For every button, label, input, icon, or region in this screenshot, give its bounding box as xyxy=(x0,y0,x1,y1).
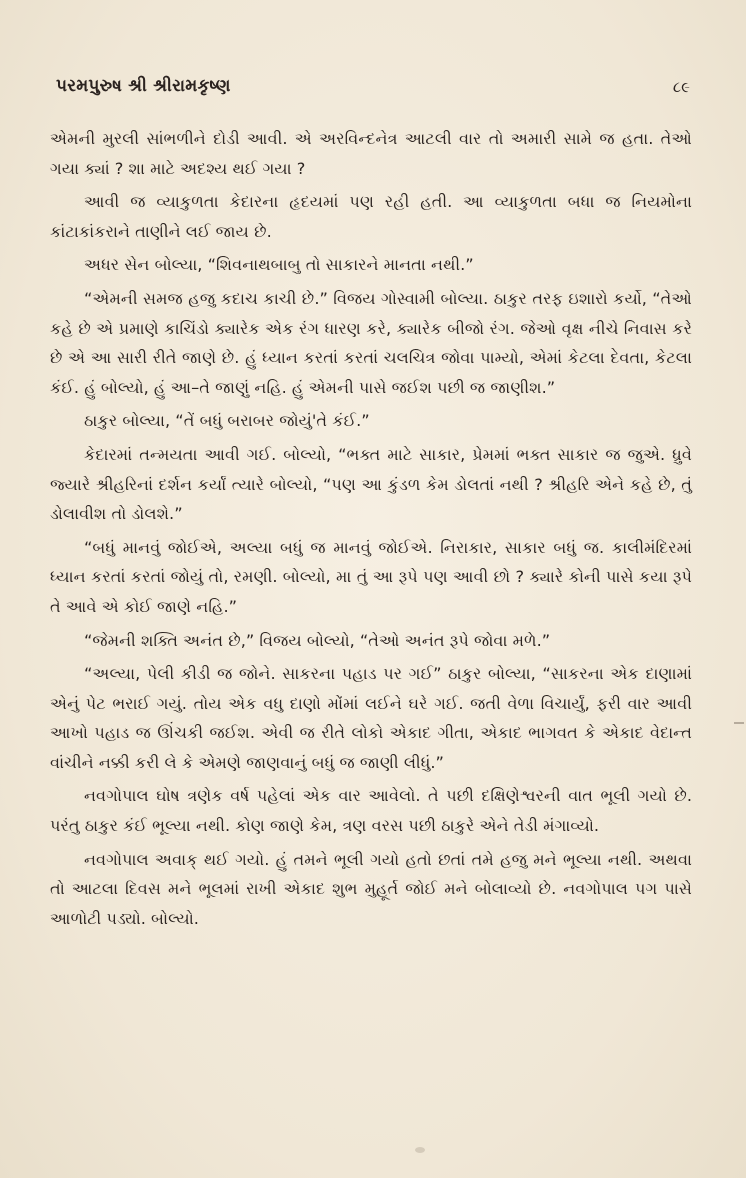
page-number: ૮૯ xyxy=(672,78,690,96)
paragraph-5: ઠાકુર બોલ્યા, “તેં બધું બરાબર જોયું'તે કંઈ.” xyxy=(84,411,370,431)
paper-speck xyxy=(415,1147,425,1153)
paragraph-10: નવગોપાલ ઘોષ ત્રણેક વર્ષ પહેલાં એક વાર આવેલો. તે પછી દક્ષિણેશ્વરની વાત ભૂલી ગયો છે. પરંતુ ઠાકુર કંઈ ભૂલ્યા નથી. કોણ જાણે કેમ, ત્રણ વરસ પછી ઠાકુરે એને તેડી મંગાવ્યો. xyxy=(50,786,692,836)
paragraph-2: આવી જ વ્યાકુળતા કેદારના હૃદયમાં પણ રહી હતી. આ વ્યાકુળતા બધા જ નિયમોના કાંટાકાંકરાને તાણીને લઈ જાય છે. xyxy=(50,192,692,241)
paragraph-1: એમની મુરલી સાંભળીને દોડી આવી. એ અરવિન્દનેત્ર આટલી વાર તો અમારી સામે જ હતા. તેઓ ગયા ક્યાં ? શા માટે અદશ્ય થઈ ગયા ? xyxy=(50,129,692,178)
body-text xyxy=(50,124,692,937)
page-edge-mark xyxy=(734,722,744,724)
paragraph-6: કેદારમાં તન્મયતા આવી ગઈ. બોલ્યો, “ભક્ત માટે સાકાર, પ્રેમમાં ભક્ત સાકાર જ જુએ. ધ્રુવે જ્યારે શ્રીહરિનાં દર્શન કર્યાં ત્યારે બોલ્યો, “પણ આ કુંડળ કેમ ડોલતાં નથી ? શ્રીહરિ એને કહે છે, તું ડોલાવીશ તો ડોલશે.” xyxy=(50,444,692,524)
paragraph-9: “અલ્યા, પેલી કીડી જ જોને. સાકરના પહાડ પર ગઈ” ઠાકુર બોલ્યા, “સાકરના એક દાણામાં એનું પેટ ભરાઈ ગયું. તોય એક વધુ દાણો મોંમાં લઈને ઘરે ગઈ. જતી વેળા વિચાર્યું, ફરી વાર આવી આખો પહાડ જ ઊંચકી જઈશ. એવી જ રીતે લોકો એકાદ ગીતા, એકાદ ભાગવત કે એકાદ વેદાન્ત વાંચીને નક્કી કરી લે કે એમણે જાણવાનું બધું જ જાણી લીધું.” xyxy=(50,664,692,772)
page-header xyxy=(48,76,700,106)
paragraph-8: “જેમની શક્તિ અનંત છે,” વિજય બોલ્યો, “તેઓ અનંત રૂપે જોવા મળે.” xyxy=(84,630,551,650)
running-head: પરમપુરુષ શ્રી શ્રીરામકૃષ્ણ xyxy=(56,76,231,96)
paragraph-4: “એમની સમજ હજુ કદાચ કાચી છે.” વિજય ગોસ્વામી બોલ્યા. ઠાકુર તરફ ઇશારો કર્યો, “તેઓ કહે છે એ પ્રમાણે કાચિંડો ક્યારેક એક રંગ ધારણ કરે, ક્યારેક બીજો રંગ. જેઓ વૃક્ષ નીચે નિવાસ કરે છે એ આ સારી રીતે જાણે છે. હું ધ્યાન કરતાં કરતાં ચલચિત્ર જોવા પામ્યો, એમાં કેટલા દેવતા, કેટલા કંઈ. હું બોલ્યો, હું આ–તે જાણું નહિ. હું એમની પાસે જઈશ પછી જ જાણીશ.” xyxy=(50,288,692,397)
paragraph-7: “બધું માનવું જોઈએ, અલ્યા બધું જ માનવું જોઈએ. નિરાકાર, સાકાર બધું જ. કાલીમંદિરમાં ધ્યાન કરતાં કરતાં જોયું તો, રમણી. બોલ્યો, મા તું આ રૂપે પણ આવી છો ? ક્યારે કોની પાસે કયા રૂપે તે આવે એ કોઈ જાણે નહિ.” xyxy=(50,537,692,616)
paragraph-3: અધર સેન બોલ્યા, “શિવનાથબાબુ તો સાકારને માનતા નથી.” xyxy=(84,255,474,275)
paragraph-11: નવગોપાલ અવાક્ થઈ ગયો. હું તમને ભૂલી ગયો હતો છતાં તમે હજુ મને ભૂલ્યા નથી. અથવા તો આટલા દિવસ મને ભૂલમાં રાખી એકાદ શુભ મુહૂર્ત જોઈ મને બોલાવ્યો છે. નવગોપાલ પગ પાસે આળોટી પડ્યો. બોલ્યો. xyxy=(50,849,692,928)
